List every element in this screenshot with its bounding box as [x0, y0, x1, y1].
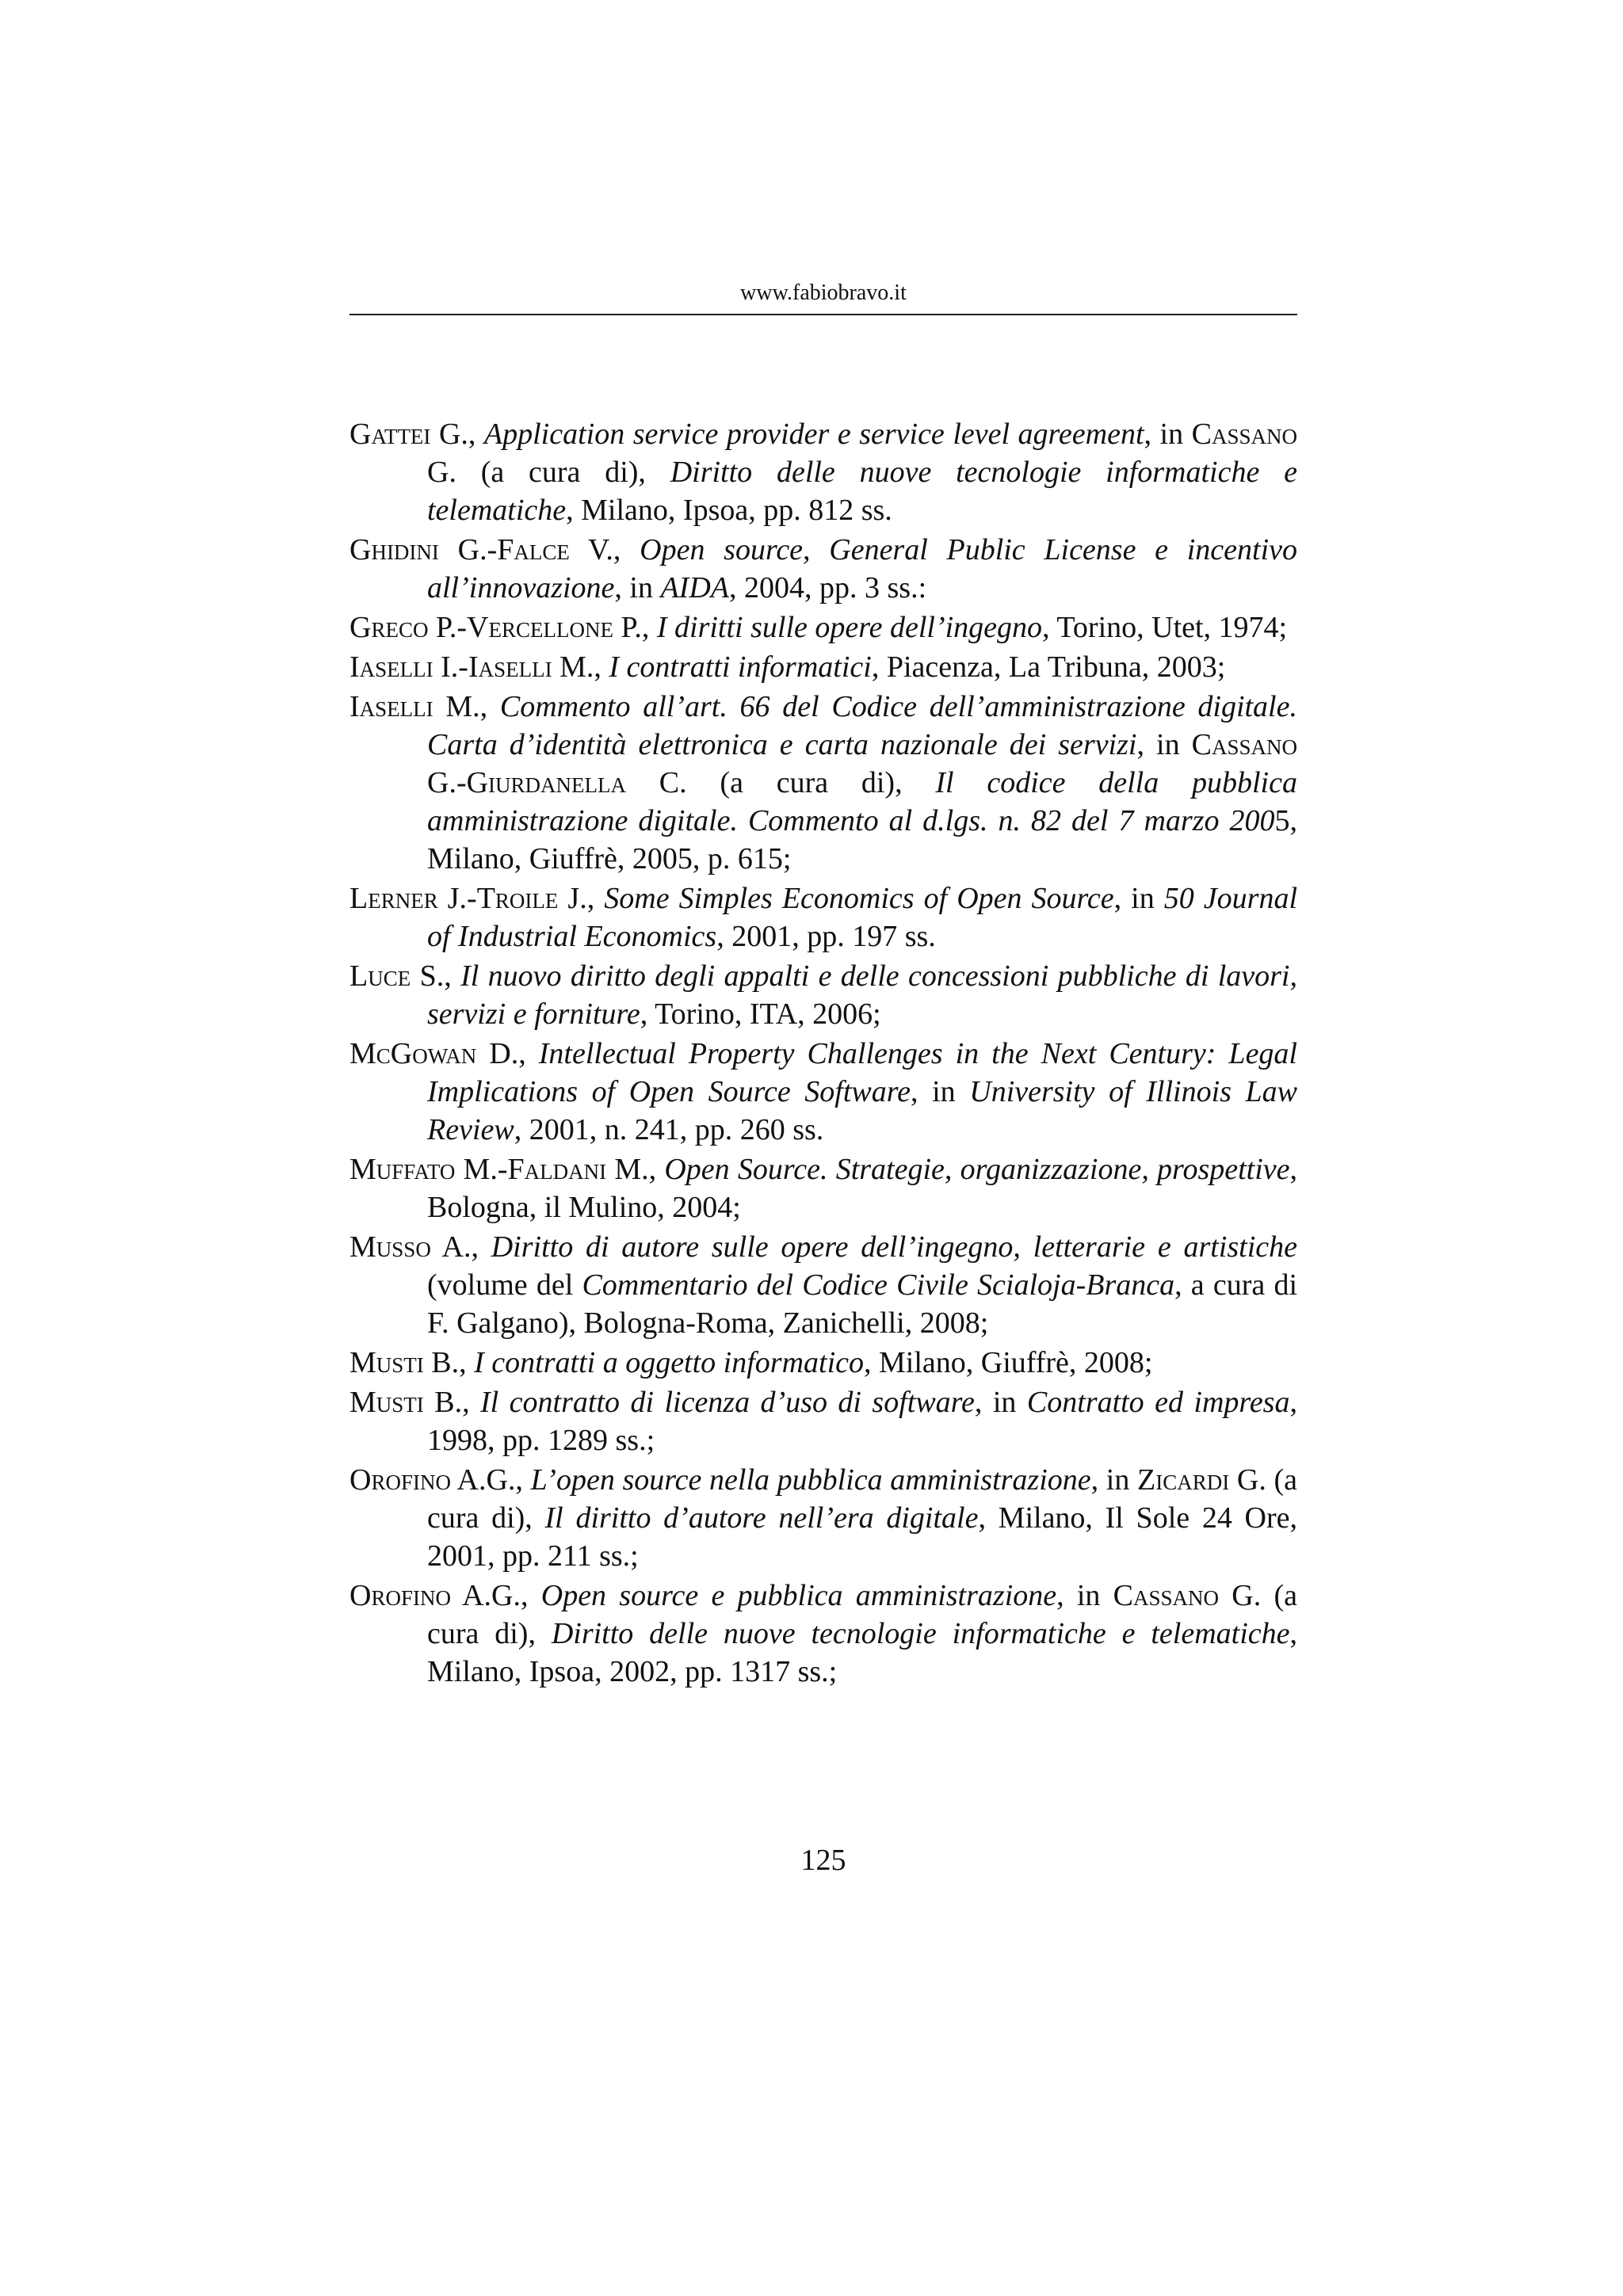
citation-text: , 2004, pp. 3 ss.: [729, 571, 927, 605]
running-header-url: www.fabiobravo.it [740, 280, 907, 305]
work-title: Intellectual Property Challenges in the Next Century: Legal Implications of Open Source Software [427, 1037, 1297, 1108]
citation-text: S., [411, 959, 461, 993]
citation-text: , Milano, Ipsoa, pp. 812 ss. [566, 494, 892, 527]
citation-text: , in [614, 571, 661, 605]
bibliography-entry [349, 531, 1297, 607]
author-name: Faldani [507, 1153, 607, 1186]
citation-text: , Milano, Giuffrè, 2008; [864, 1346, 1153, 1379]
work-title: Open source, General Public License e incentivo all’innovazione [427, 533, 1297, 605]
author-name: Gattei [349, 418, 431, 451]
citation-text: , in [1113, 882, 1164, 915]
citation-text: B., [423, 1386, 481, 1419]
author-name: Iaselli [349, 690, 433, 723]
bibliography-entry [349, 1461, 1297, 1575]
citation-text: , Milano, Il Sole 24 Ore, 2001, pp. 211 ss.; [427, 1501, 1297, 1573]
citation-text: M., [433, 690, 500, 723]
citation-text: G., [430, 418, 484, 451]
work-title: Diritto delle nuove tecnologie informatiche e telematiche [427, 456, 1297, 527]
citation-text: , in [1056, 1579, 1113, 1612]
citation-text: , in [1144, 418, 1192, 451]
author-name: Musso [349, 1230, 431, 1264]
citation-text: G.- [427, 766, 467, 799]
work-title: Some Simples Economics of Open Source [604, 882, 1114, 915]
author-name: Ghidini [349, 533, 439, 566]
citation-text: G. (a cura di), [427, 1579, 1297, 1650]
work-title: University of Illinois Law Review [427, 1075, 1298, 1146]
citation-text: , in [1136, 728, 1192, 761]
bibliography-entry [349, 957, 1297, 1033]
author-name: Greco [349, 611, 429, 644]
citation-text: G. (a cura di), [427, 1463, 1298, 1535]
bibliography-entry [349, 1577, 1297, 1691]
citation-text: B., [423, 1346, 475, 1379]
citation-text: , in [911, 1075, 970, 1108]
citation-text: A.G., [450, 1463, 531, 1497]
citation-text: , Torino, Utet, 1974; [1042, 611, 1288, 644]
citation-text: , 2001, n. 241, pp. 260 ss. [514, 1113, 824, 1146]
work-title: Application service provider e service level agreement [483, 418, 1144, 451]
citation-text: D., [476, 1037, 539, 1070]
citation-text: , in [1090, 1463, 1138, 1497]
citation-text: M.- [455, 1153, 508, 1186]
author-name: Orofino [349, 1463, 451, 1497]
work-title: Contratto ed impresa [1026, 1386, 1290, 1419]
author-name: Giurdanella [466, 766, 627, 799]
citation-text: 5, Milano, Giuffrè, 2005, p. 615; [427, 804, 1297, 875]
work-title: I diritti sulle opere dell’ingegno [656, 611, 1043, 644]
citation-text: G.- [438, 533, 498, 566]
citation-text: V., [569, 533, 640, 566]
author-name: Musti [349, 1346, 424, 1379]
page-number: 125 [800, 1844, 846, 1877]
bibliography-entry [349, 415, 1297, 529]
work-title: I contratti a oggetto informatico [474, 1346, 865, 1379]
work-title: I contratti informatici [609, 650, 872, 684]
author-name: Cassano [1191, 728, 1297, 761]
work-title: Il nuovo diritto degli appalti e delle concessioni pubbliche di lavori, servizi e forniture [427, 959, 1297, 1031]
author-name: McGowan [349, 1037, 477, 1070]
bibliography-entry [349, 1150, 1297, 1226]
work-title: Il codice della pubblica amministrazione digitale. Commento al d.lgs. n. 82 del 7 marzo 200 [427, 766, 1297, 837]
citation-text: , Piacenza, La Tribuna, 2003; [871, 650, 1226, 684]
citation-text: , Milano, Ipsoa, 2002, pp. 1317 ss.; [427, 1617, 1297, 1688]
citation-text: , Torino, ITA, 2006; [640, 997, 881, 1031]
author-name: Vercellone [467, 611, 613, 644]
work-title: Diritto di autore sulle opere dell’ingegno, letterarie e artistiche [491, 1230, 1297, 1264]
citation-text: , Bologna, il Mulino, 2004; [427, 1153, 1297, 1224]
author-name: Cassano [1191, 418, 1297, 451]
work-title: Diritto delle nuove tecnologie informatiche e telematiche [551, 1617, 1290, 1650]
work-title: Il contratto di licenza d’uso di software [480, 1386, 975, 1419]
bibliography-entry [349, 648, 1297, 686]
citation-text: (volume del [427, 1268, 582, 1302]
work-title: Il diritto d’autore nell’era digitale [544, 1501, 979, 1535]
bibliography-entry [349, 1035, 1297, 1149]
citation-text: C. (a cura di), [626, 766, 936, 799]
citation-text: J.- [437, 882, 477, 915]
author-name: Iaselli [349, 650, 433, 684]
author-name: Zicardi [1137, 1463, 1230, 1497]
author-name: Falce [497, 533, 570, 566]
author-name: Musti [349, 1386, 424, 1419]
work-title: AIDA [660, 571, 729, 605]
citation-text: , a cura di F. Galgano), Bologna-Roma, Zanichelli, 2008; [427, 1268, 1298, 1340]
author-name: Lerner [349, 882, 438, 915]
bibliography-entry [349, 879, 1297, 955]
author-name: Cassano [1113, 1579, 1220, 1612]
citation-text: A., [430, 1230, 491, 1264]
bibliography-list [349, 415, 1297, 1692]
bibliography-entry [349, 1344, 1297, 1382]
work-title: Open source e pubblica amministrazione [540, 1579, 1057, 1612]
bibliography-entry [349, 1383, 1297, 1459]
bibliography-entry [349, 688, 1297, 878]
author-name: Iaselli [468, 650, 552, 684]
citation-text: A.G., [450, 1579, 541, 1612]
author-name: Muffato [349, 1153, 456, 1186]
work-title: Commentario del Codice Civile Scialoja-Branca [582, 1268, 1175, 1302]
citation-text: , in [974, 1386, 1027, 1419]
citation-text: M., [606, 1153, 665, 1186]
citation-text: P., [613, 611, 657, 644]
work-title: L’open source nella pubblica amministrazione [530, 1463, 1091, 1497]
citation-text: I.- [433, 650, 468, 684]
citation-text: M., [552, 650, 609, 684]
author-name: Orofino [349, 1579, 451, 1612]
citation-text: , 1998, pp. 1289 ss.; [427, 1386, 1297, 1457]
citation-text: P.- [428, 611, 468, 644]
citation-text: J., [558, 882, 605, 915]
bibliography-entry [349, 608, 1297, 646]
work-title: 50 Journal of Industrial Economics [427, 882, 1298, 953]
citation-text: G. (a cura di), [427, 456, 670, 489]
citation-text: , 2001, pp. 197 ss. [716, 920, 936, 953]
header-rule [349, 314, 1297, 315]
author-name: Luce [349, 959, 411, 993]
author-name: Troile [476, 882, 559, 915]
work-title: Commento all’art. 66 del Codice dell’amministrazione digitale. Carta d’identità elettronica e carta nazionale dei servizi [427, 690, 1297, 761]
bibliography-entry [349, 1228, 1297, 1342]
work-title: Open Source. Strategie, organizzazione, prospettive [664, 1153, 1290, 1186]
